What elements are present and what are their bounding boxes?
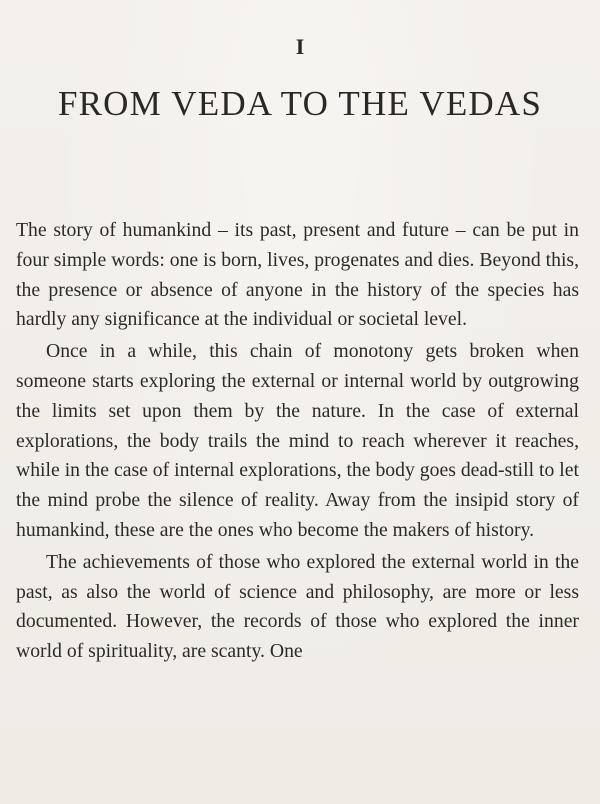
paragraph-3: The achievements of those who explored the external world in the past, as also the world of science and philosophy, are more or less documented. However, the records of those who explored the inner world of spirituality, are scanty. One [16, 550, 579, 663]
chapter-title: FROM VEDA TO THE VEDAS [57, 84, 543, 123]
paragraph-1: The story of humankind – its past, present and future – can be put in four simple words: one is born, lives, progenates and dies. Beyond this, the presence or absence of anyone in the history of the species has hardly any significance at the individual or societal level. [16, 219, 579, 331]
paragraph-2: Once in a while, this chain of monotony gets broken when someone starts exploring the external or internal world by outgrowing the limits set upon them by the nature. In the case of external explorations, the body trails the mind to reach wherever it reaches, while in the case of internal explorations, the body goes dead-still to let the mind probe the silence of reality. Away from the insipid story of humankind, these are the ones who become the makers of history. [16, 340, 579, 541]
chapter-numeral: I [295, 34, 305, 59]
chapter-body [16, 216, 579, 669]
